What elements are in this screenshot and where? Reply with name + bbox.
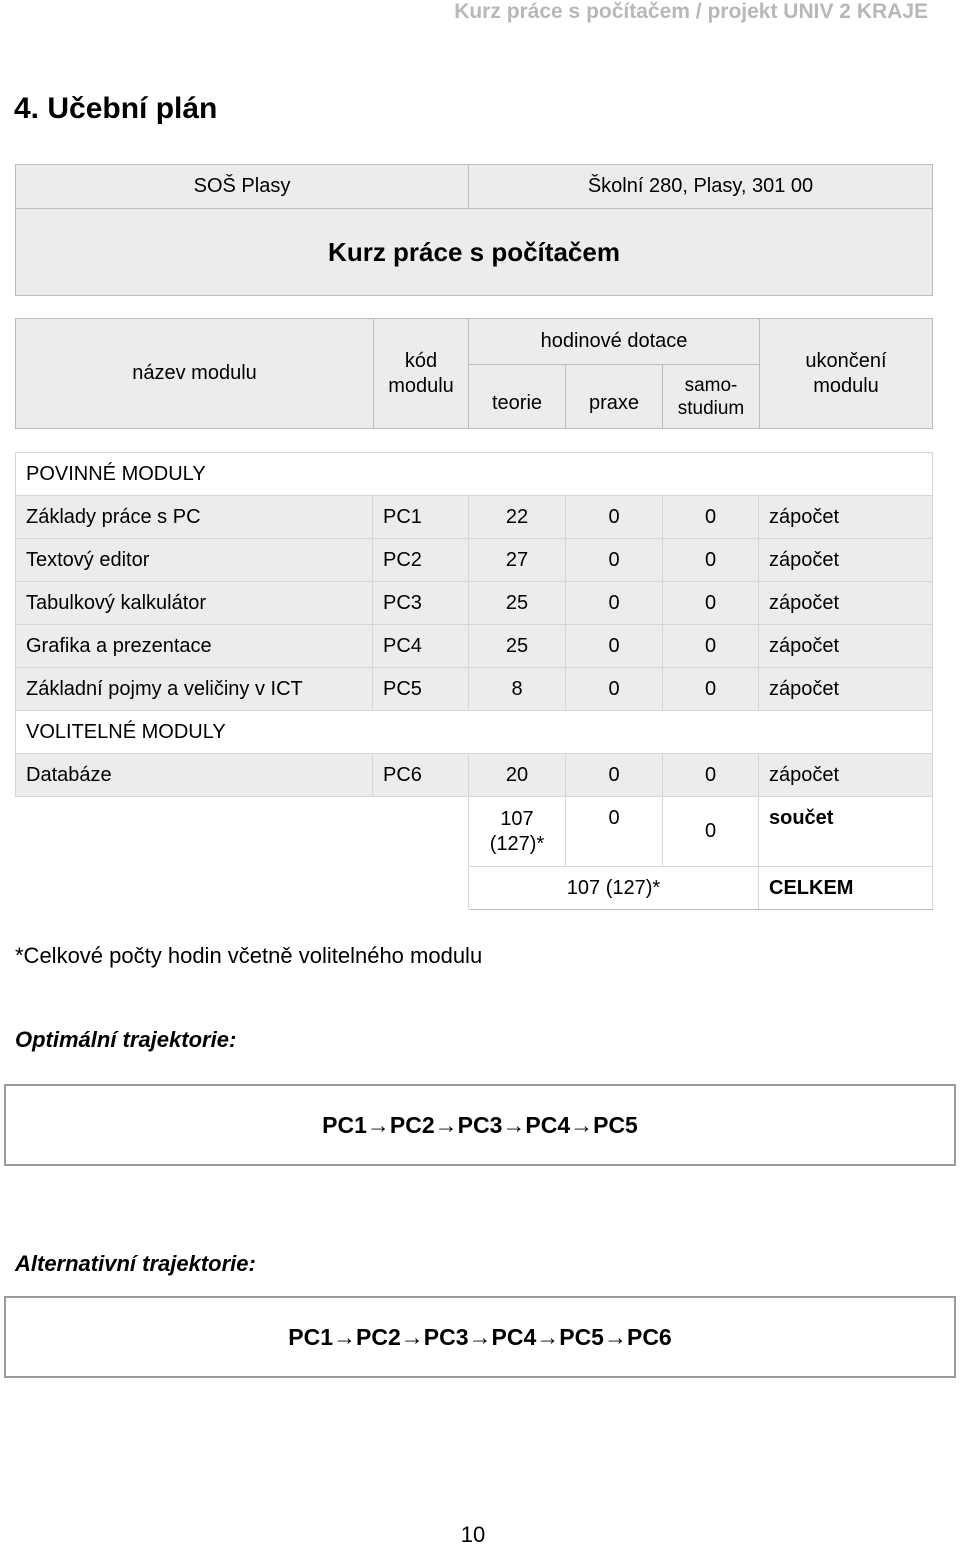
practice-hours: 0 <box>566 754 663 797</box>
modules-table <box>15 452 933 910</box>
chapter-title: 4. Učební plán <box>14 92 218 125</box>
total-theory-line1: 107 <box>500 807 534 830</box>
sum-label: součet <box>759 797 933 867</box>
optimal-trajectory-box <box>4 1084 956 1166</box>
self-study-hours: 0 <box>663 496 759 539</box>
col-self-study-line1: samo- <box>684 374 738 396</box>
self-study-hours: 0 <box>663 582 759 625</box>
module-name: Základy práce s PC <box>16 496 373 539</box>
module-name: Textový editor <box>16 539 373 582</box>
table-row <box>16 668 933 711</box>
module-code: PC6 <box>373 754 469 797</box>
course-title: Kurz práce s počítačem <box>16 209 933 296</box>
module-code: PC1 <box>373 496 469 539</box>
module-name: Tabulkový kalkulátor <box>16 582 373 625</box>
completion-type: zápočet <box>759 496 933 539</box>
completion-type: zápočet <box>759 625 933 668</box>
col-completion <box>760 319 933 429</box>
col-hours: hodinové dotace <box>469 319 760 365</box>
alternative-trajectory-box <box>4 1296 956 1378</box>
module-name: Základní pojmy a veličiny v ICT <box>16 668 373 711</box>
col-module-code-line1: kód <box>404 349 438 372</box>
col-practice: praxe <box>566 365 663 429</box>
module-code: PC5 <box>373 668 469 711</box>
col-module-name: název modulu <box>16 319 374 429</box>
total-theory-line2: (127)* <box>489 832 545 855</box>
practice-hours: 0 <box>566 668 663 711</box>
optimal-trajectory-path: PC1→PC2→PC3→PC4→PC5 <box>322 1111 638 1138</box>
running-header: Kurz práce s počítačem / projekt UNIV 2 KRAJE <box>454 0 928 23</box>
table-row <box>16 539 933 582</box>
practice-hours: 0 <box>566 496 663 539</box>
optimal-trajectory-label: Optimální trajektorie: <box>15 1027 237 1052</box>
col-module-code-line2: modulu <box>388 374 454 397</box>
optional-heading: VOLITELNÉ MODULY <box>16 711 933 754</box>
total-self-study: 0 <box>663 797 759 867</box>
theory-hours: 20 <box>469 754 566 797</box>
col-theory: teorie <box>469 365 566 429</box>
theory-hours: 8 <box>469 668 566 711</box>
col-completion-line2: modulu <box>813 374 879 397</box>
col-self-study <box>663 365 760 429</box>
total-practice: 0 <box>566 797 663 867</box>
table-row <box>16 754 933 797</box>
col-module-code <box>374 319 469 429</box>
column-header-table <box>15 318 933 429</box>
page-number: 10 <box>460 1522 486 1547</box>
col-completion-line1: ukončení <box>805 349 887 372</box>
module-name: Databáze <box>16 754 373 797</box>
totals-spacer <box>16 867 469 910</box>
total-theory <box>469 797 566 867</box>
practice-hours: 0 <box>566 539 663 582</box>
practice-hours: 0 <box>566 582 663 625</box>
practice-hours: 0 <box>566 625 663 668</box>
module-code: PC3 <box>373 582 469 625</box>
table-row <box>16 496 933 539</box>
grand-total: 107 (127)* <box>469 867 759 910</box>
footnote: *Celkové počty hodin včetně volitelného modulu <box>15 943 483 968</box>
self-study-hours: 0 <box>663 668 759 711</box>
module-code: PC2 <box>373 539 469 582</box>
theory-hours: 22 <box>469 496 566 539</box>
self-study-hours: 0 <box>663 539 759 582</box>
mandatory-heading: POVINNÉ MODULY <box>16 453 933 496</box>
school-name: SOŠ Plasy <box>16 165 469 209</box>
completion-type: zápočet <box>759 539 933 582</box>
school-address: Školní 280, Plasy, 301 00 <box>469 165 933 209</box>
completion-type: zápočet <box>759 668 933 711</box>
col-self-study-line2: studium <box>677 397 745 419</box>
module-code: PC4 <box>373 625 469 668</box>
totals-spacer <box>16 797 469 867</box>
completion-type: zápočet <box>759 582 933 625</box>
theory-hours: 27 <box>469 539 566 582</box>
table-row <box>16 625 933 668</box>
theory-hours: 25 <box>469 582 566 625</box>
school-header-table <box>15 164 933 296</box>
alternative-trajectory-label: Alternativní trajektorie: <box>15 1251 256 1276</box>
completion-type: zápočet <box>759 754 933 797</box>
self-study-hours: 0 <box>663 625 759 668</box>
theory-hours: 25 <box>469 625 566 668</box>
self-study-hours: 0 <box>663 754 759 797</box>
total-label: CELKEM <box>759 867 933 910</box>
table-row <box>16 582 933 625</box>
alternative-trajectory-path: PC1→PC2→PC3→PC4→PC5→PC6 <box>288 1323 672 1350</box>
module-name: Grafika a prezentace <box>16 625 373 668</box>
